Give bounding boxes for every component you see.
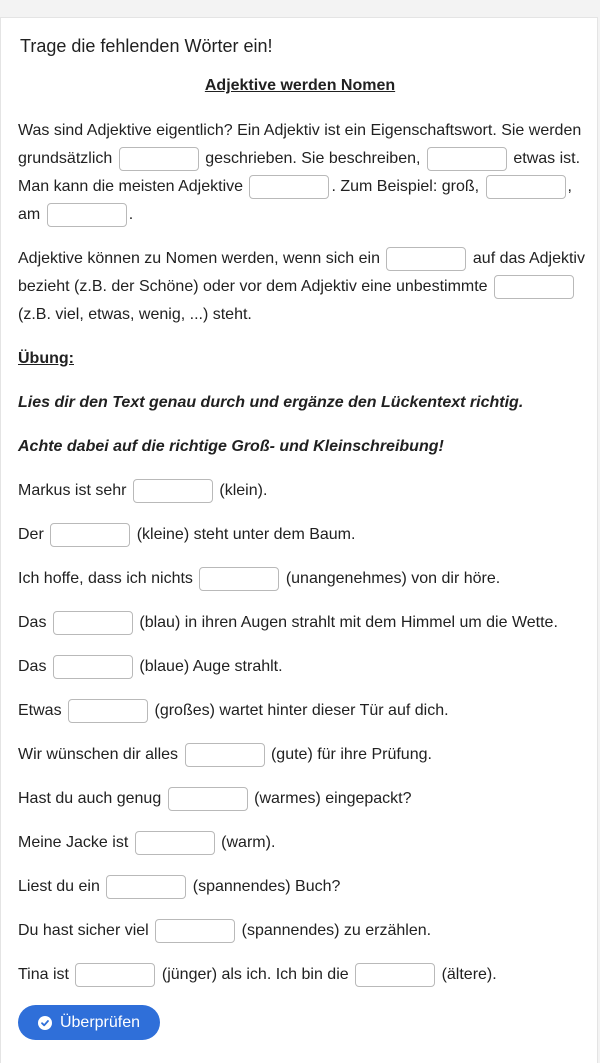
exercise-line-12 (18, 961, 588, 989)
gap-input[interactable] (185, 743, 265, 767)
text-segment: (warm). (221, 834, 276, 851)
text-segment: Das (18, 658, 47, 675)
gap-input[interactable] (119, 147, 199, 171)
text-segment: (blau) in ihren Augen strahlt mit dem Himmel um die Wette. (139, 614, 558, 631)
exercise-line-4 (18, 609, 588, 637)
text-segment: Das (18, 614, 47, 631)
exercise-line-5 (18, 653, 588, 681)
exercise-line-9 (18, 829, 588, 857)
text-segment: (z.B. viel, etwas, wenig, ...) steht. (18, 306, 252, 323)
instruction-1: Lies dir den Text genau durch und ergänze den Lückentext richtig. (18, 394, 524, 411)
text-segment: Du hast sicher viel (18, 922, 149, 939)
gap-input[interactable] (386, 247, 466, 271)
text-segment: , am (18, 178, 572, 223)
exercise-line-10 (18, 873, 588, 901)
text-segment: Meine Jacke ist (18, 834, 129, 851)
text-segment: auf das Adjektiv bezieht (z.B. der Schöne) oder vor dem Adjektiv eine unbestimmte (18, 250, 585, 295)
text-segment: . Zum Beispiel: groß, (331, 178, 480, 195)
text-segment: Wir wünschen dir alles (18, 746, 179, 763)
gap-input[interactable] (355, 963, 435, 987)
exercise-line-8 (18, 785, 588, 813)
gap-input[interactable] (47, 203, 127, 227)
text-segment: (ältere). (441, 966, 497, 983)
text-segment: (kleine) steht unter dem Baum. (136, 526, 356, 543)
gap-input[interactable] (199, 567, 279, 591)
text-segment: (großes) wartet hinter dieser Tür auf dich. (154, 702, 449, 719)
exercise-line-1 (18, 477, 588, 505)
exercise-heading: Übung: (18, 350, 74, 367)
gap-input[interactable] (53, 655, 133, 679)
text-segment: Liest du ein (18, 878, 100, 895)
text-segment: (blaue) Auge strahlt. (139, 658, 283, 675)
text-segment: . (128, 206, 134, 223)
text-segment: (warmes) eingepackt? (254, 790, 412, 807)
text-segment: Etwas (18, 702, 62, 719)
gap-input[interactable] (168, 787, 248, 811)
gap-input[interactable] (155, 919, 235, 943)
text-segment: (jünger) als ich. Ich bin die (161, 966, 349, 983)
exercise-line-2 (18, 521, 588, 549)
gap-input[interactable] (486, 175, 566, 199)
check-button-label: Überprüfen (59, 1013, 141, 1031)
intro-paragraph-1 (18, 117, 588, 229)
exercise-card (0, 17, 598, 1063)
intro-paragraph-2 (18, 245, 588, 329)
text-segment: (klein). (219, 482, 268, 499)
instruction-2: Achte dabei auf die richtige Groß- und Kleinschreibung! (18, 438, 444, 455)
gap-input[interactable] (427, 147, 507, 171)
exercise-content (18, 117, 588, 1005)
text-segment: Der (18, 526, 44, 543)
task-title: Trage die fehlenden Wörter ein! (20, 36, 273, 56)
text-segment: Hast du auch genug (18, 790, 162, 807)
document-title: Adjektive werden Nomen (204, 77, 396, 94)
text-segment: (gute) für ihre Prüfung. (270, 746, 432, 763)
text-segment: (unangenehmes) von dir höre. (285, 570, 501, 587)
text-segment: (spannendes) Buch? (192, 878, 341, 895)
gap-input[interactable] (53, 611, 133, 635)
exercise-line-6 (18, 697, 588, 725)
text-segment: etwas ist. Man kann die meisten Adjektive (18, 150, 581, 195)
gap-input[interactable] (75, 963, 155, 987)
text-segment: Markus ist sehr (18, 482, 127, 499)
exercise-line-7 (18, 741, 588, 769)
exercise-line-11 (18, 917, 588, 945)
gap-input[interactable] (494, 275, 574, 299)
gap-input[interactable] (133, 479, 213, 503)
text-segment: Tina ist (18, 966, 69, 983)
check-circle-icon (38, 1016, 52, 1030)
check-button[interactable] (18, 1005, 160, 1040)
text-segment: geschrieben. Sie beschreiben, (205, 150, 421, 167)
exercise-line-3 (18, 565, 588, 593)
text-segment: Was sind Adjektive eigentlich? Ein Adjektiv ist ein Eigenschaftswort. Sie werden grundsätzlich (18, 122, 582, 167)
gap-input[interactable] (249, 175, 329, 199)
text-segment: Adjektive können zu Nomen werden, wenn sich ein (18, 250, 380, 267)
text-segment: Ich hoffe, dass ich nichts (18, 570, 193, 587)
gap-input[interactable] (135, 831, 215, 855)
gap-input[interactable] (106, 875, 186, 899)
gap-input[interactable] (50, 523, 130, 547)
gap-input[interactable] (68, 699, 148, 723)
text-segment: (spannendes) zu erzählen. (241, 922, 432, 939)
